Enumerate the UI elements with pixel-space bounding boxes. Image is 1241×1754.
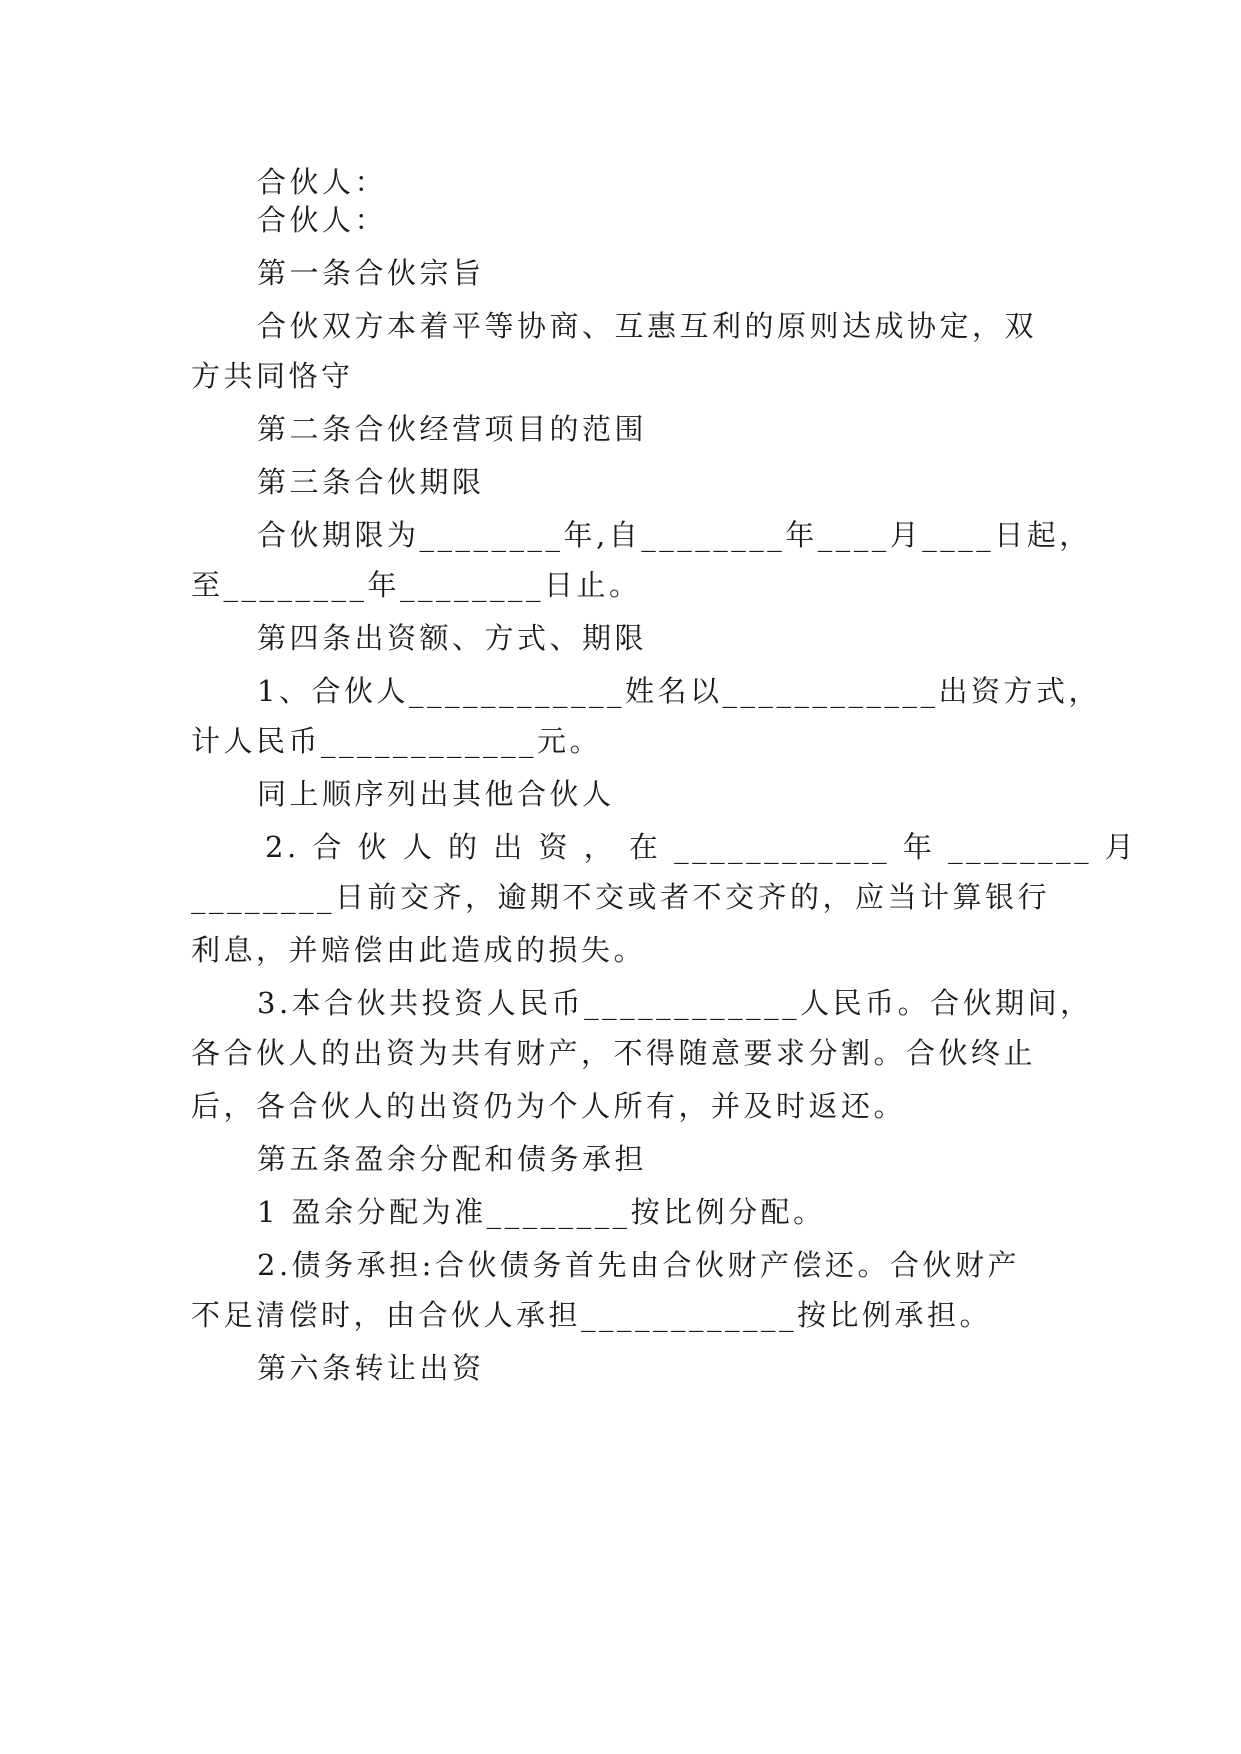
text-line: 合伙人： bbox=[257, 165, 388, 199]
article-3-heading bbox=[191, 453, 1117, 511]
text-line: 第五条盈余分配和债务承担 bbox=[257, 1142, 648, 1176]
text-line: 至________年________日止。 bbox=[191, 568, 642, 602]
article-5-item-1 bbox=[191, 1183, 1117, 1241]
article-3-body-line-2 bbox=[191, 556, 1051, 614]
text-line: 第四条出资额、方式、期限 bbox=[257, 621, 648, 655]
text-line: 第二条合伙经营项目的范围 bbox=[257, 412, 648, 446]
partner-label-2 bbox=[191, 191, 1117, 249]
text-line: 1 盈余分配为准________按比例分配。 bbox=[257, 1195, 826, 1229]
article-4-item-2-line-2 bbox=[191, 868, 1051, 926]
article-5-heading bbox=[191, 1130, 1117, 1188]
article-1-heading bbox=[191, 244, 1117, 302]
text-line: 利息，并赔偿由此造成的损失。 bbox=[191, 933, 647, 967]
text-line: 同上顺序列出其他合伙人 bbox=[257, 777, 615, 811]
text-line: 1、合伙人____________姓名以____________出资方式， bbox=[257, 674, 1101, 708]
text-line: ________日前交齐，逾期不交或者不交齐的，应当计算银行 bbox=[191, 880, 1051, 914]
article-6-heading bbox=[191, 1339, 1117, 1397]
text-line: 方共同恪守 bbox=[191, 359, 354, 393]
article-4-note bbox=[191, 765, 1117, 823]
text-line: 不足清偿时，由合伙人承担____________按比例承担。 bbox=[191, 1298, 993, 1332]
text-line: 3.本合伙共投资人民币____________人民币。合伙期间， bbox=[257, 986, 1093, 1020]
text-line: 合伙期限为________年,自________年____月____日起， bbox=[257, 518, 1092, 552]
article-4-item-2-line-3 bbox=[191, 921, 1051, 979]
article-4-item-3-line-3 bbox=[191, 1077, 1051, 1135]
text-line: 各合伙人的出资为共有财产，不得随意要求分割。合伙终止 bbox=[191, 1036, 1037, 1070]
text-line: 合伙双方本着平等协商、互惠互利的原则达成协定，双 bbox=[257, 309, 1038, 343]
article-4-item-1-line-2 bbox=[191, 712, 1051, 770]
text-line: 第六条转让出资 bbox=[257, 1351, 485, 1385]
text-line: 第一条合伙宗旨 bbox=[257, 256, 485, 290]
article-1-body-line-2 bbox=[191, 347, 1051, 405]
text-line: 2.债务承担:合伙债务首先由合伙财产偿还。合伙财产 bbox=[257, 1248, 1020, 1282]
article-2-heading bbox=[191, 400, 1117, 458]
text-line: 合伙人： bbox=[257, 203, 388, 237]
text-line: 计人民币____________元。 bbox=[191, 724, 603, 758]
article-4-heading bbox=[191, 609, 1117, 667]
article-4-item-3-line-2 bbox=[191, 1024, 1051, 1082]
text-line: 后，各合伙人的出资仍为个人所有，并及时返还。 bbox=[191, 1089, 907, 1123]
article-5-item-2-line-2 bbox=[191, 1286, 1051, 1344]
text-line: 2. 合 伙 人 的 出 资 ， 在 ____________ 年 ________ 月 bbox=[265, 830, 1138, 864]
text-line: 第三条合伙期限 bbox=[257, 465, 485, 499]
